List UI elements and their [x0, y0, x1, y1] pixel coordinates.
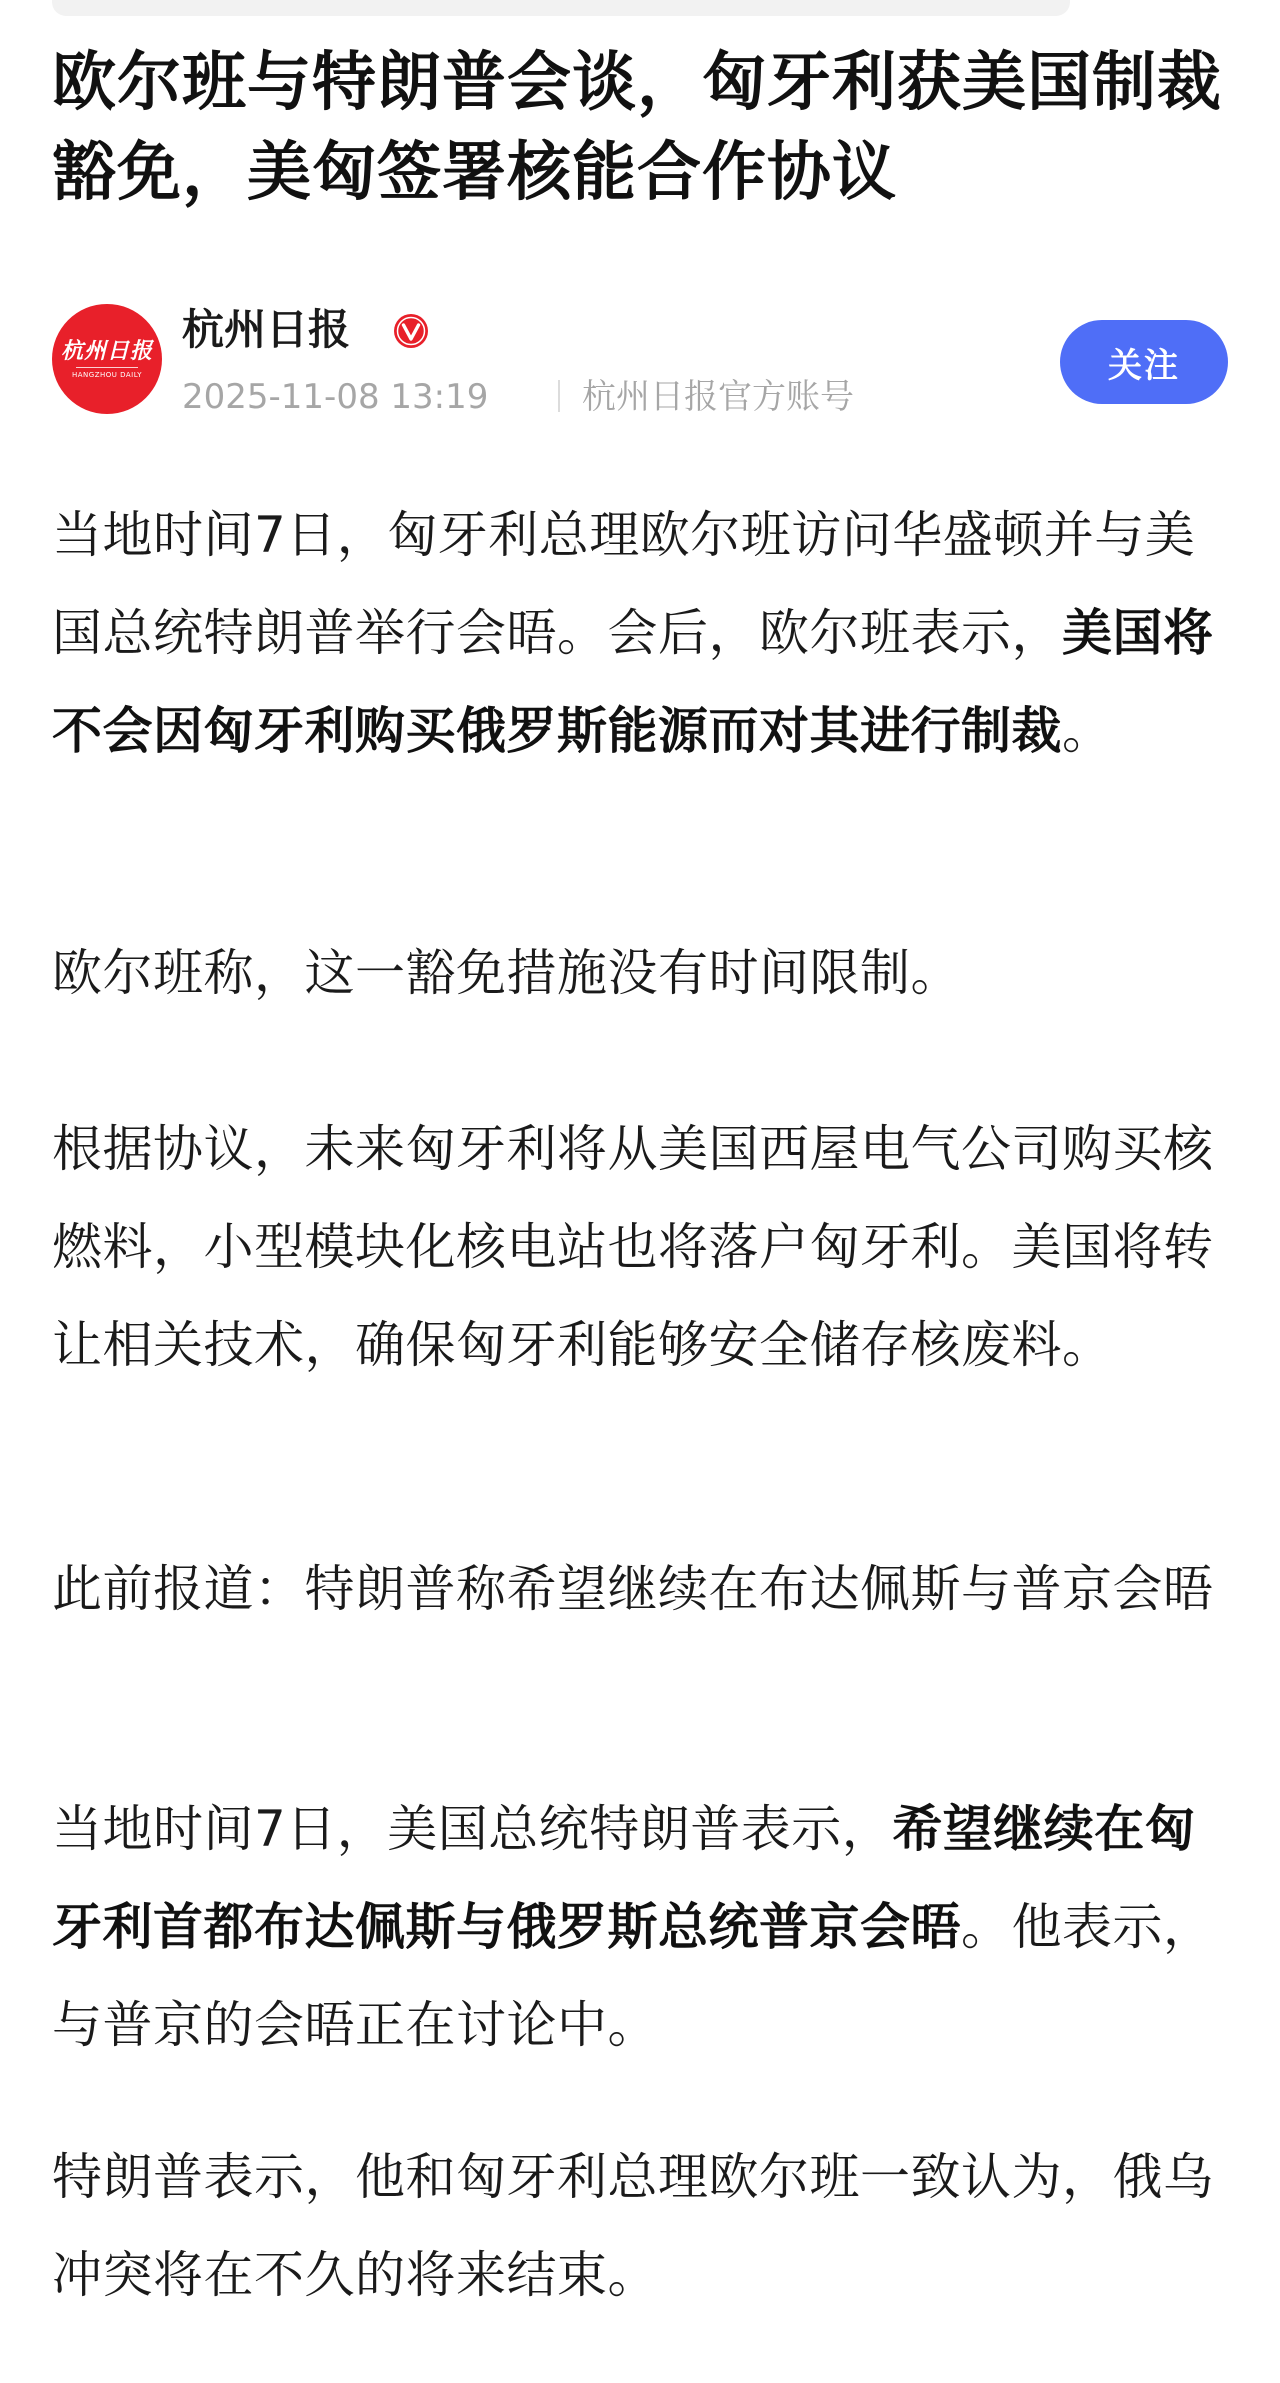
paragraph-5-tail: 。他表示，与普京的会晤正在讨论中。 — [52, 1898, 1214, 2054]
author-avatar[interactable] — [52, 304, 162, 414]
paragraph-1-tail: 。 — [1062, 702, 1113, 760]
paragraph-3-text: 根据协议，未来匈牙利将从美国西屋电气公司购买核燃料，小型模块化核电站也将落户匈牙利。美国将转让相关技术，确保匈牙利能够安全储存核废料。 — [52, 1120, 1214, 1374]
author-row — [52, 298, 1228, 418]
avatar-logo-subtext: HANGZHOU DAILY — [72, 371, 142, 379]
avatar-divider — [76, 367, 138, 368]
paragraph-5-bold: 希望继续在匈牙利首都布达佩斯与俄罗斯总统普京会晤 — [52, 1800, 1196, 1956]
author-name[interactable]: 杭州日报 — [182, 305, 351, 354]
paragraph-1-bold: 美国将不会因匈牙利购买俄罗斯能源而对其进行制裁 — [52, 604, 1214, 760]
avatar-logo-text: 杭州日报 — [60, 338, 153, 364]
publish-date: 2025-11-08 13:19 — [182, 377, 489, 417]
paragraph-5-text: 当地时间7日，美国总统特朗普表示， — [52, 1800, 893, 1858]
article-title: 欧尔班与特朗普会谈，匈牙利获美国制裁豁免，美匈签署核能合作协议 — [52, 46, 1222, 210]
paragraph-3 — [52, 1100, 1224, 1394]
meta-divider — [558, 380, 560, 412]
paragraph-6 — [52, 2128, 1224, 2324]
follow-button[interactable]: 关注 — [1060, 320, 1228, 404]
paragraph-1-text: 当地时间7日，匈牙利总理欧尔班访问华盛顿并与美国总统特朗普举行会晤。会后，欧尔班表示， — [52, 506, 1196, 662]
paragraph-4-text: 此前报道：特朗普称希望继续在布达佩斯与普京会晤 — [52, 1560, 1214, 1618]
paragraph-6-text: 特朗普表示，他和匈牙利总理欧尔班一致认为，俄乌冲突将在不久的将来结束。 — [52, 2148, 1214, 2304]
paragraph-2-text: 欧尔班称，这一豁免措施没有时间限制。 — [52, 944, 961, 1002]
paragraph-1 — [52, 486, 1224, 780]
paragraph-4 — [52, 1540, 1224, 1638]
account-type-label: 杭州日报官方账号 — [582, 377, 854, 417]
verified-badge-icon — [392, 312, 430, 350]
top-overlay-edge — [52, 0, 1070, 16]
paragraph-5 — [52, 1780, 1224, 2074]
paragraph-2 — [52, 924, 1224, 1022]
